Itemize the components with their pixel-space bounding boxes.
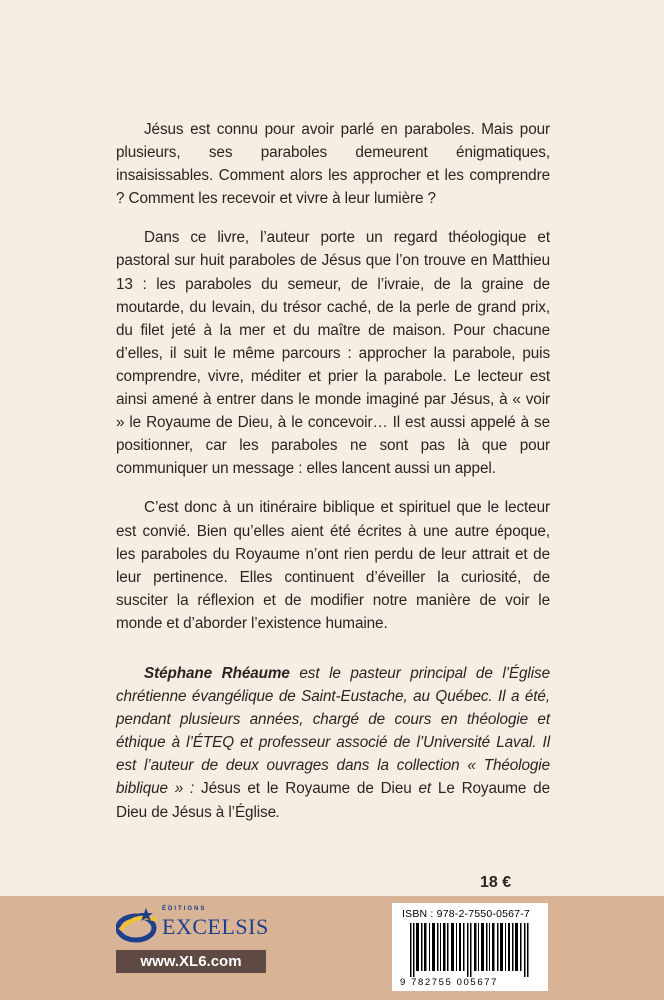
price-label: 18 € (480, 874, 512, 891)
barcode-digits: 9 782755 005677 (400, 977, 498, 988)
barcode-icon (410, 923, 532, 977)
blurb-paragraph-1: Jésus est connu pour avoir parlé en paraboles. Mais pour plusieurs, ses paraboles demeurent énigmatiques, insaisissables. Comment alors les approcher et les comprendre ? Comment les recevoir et vivre à leur lumière ? (116, 121, 550, 208)
website-box (116, 950, 266, 973)
isbn-label: ISBN : 978-2-7550-0567-7 (402, 908, 530, 920)
bio-text-2: et (411, 780, 438, 798)
excelsis-swoosh-icon (116, 906, 160, 944)
bio-book-title-2: Le Royaume de Dieu de Jésus à l’Église (116, 780, 550, 821)
blurb-paragraph-2: Dans ce livre, l’auteur porte un regard théologique et pastoral sur huit paraboles de Jésus que l’on trouve en Matthieu 13 : les paraboles du semeur, de l’ivraie, de la graine de moutarde, du levain, du trésor caché, de la perle de grand prix, du filet jeté à la mer et du maître de maison. Pour chacune d’elles, il suit le même parcours : approcher la parabole, puis comprendre, vivre, méditer et prier la parabole. Le lecteur est ainsi amené à entrer dans le monde imaginé par Jésus, à « voir » le Royaume de Dieu, à le concevoir… Il est aussi appelé à se positionner, car les paraboles ne sont pas là que pour communiquer un message : elles lancent aussi un appel. (116, 229, 550, 478)
publisher-logo (116, 906, 276, 944)
back-cover-blurb (116, 118, 550, 651)
bio-text-3: . (276, 803, 281, 821)
website-link[interactable]: www.XL6.com (140, 953, 242, 970)
author-name: Stéphane Rhéaume (144, 665, 290, 682)
barcode-panel (392, 903, 548, 991)
author-bio (116, 662, 550, 824)
blurb-paragraph-3: C’est donc à un itinéraire biblique et spirituel que le lecteur est convié. Bien qu’elles aient été écrites à une autre époque, les paraboles du Royaume n’ont rien perdu de leur attrait et de leur pertinence. Elles continuent d’éveiller la curiosité, de susciter la réflexion et de modifier notre manière de voir le monde et d’aborder l’existence humaine. (116, 499, 550, 632)
logo-name-text: EXCELSIS (162, 914, 269, 939)
bio-book-title-1: Jésus et le Royaume de Dieu (201, 780, 412, 798)
bio-text-1: est le pasteur principal de l’Église chrétienne évangélique de Saint-Eustache, au Québec. Il a été, pendant plusieurs années, chargé de cours en théologie et éthique à l’ÉTEQ et professeur associé de l’Université Laval. Il est l’auteur de deux ouvrages dans la collection « Théologie biblique » : (116, 665, 550, 798)
logo-editions-text: ÉDITIONS (162, 906, 207, 912)
footer-band (0, 896, 664, 1000)
